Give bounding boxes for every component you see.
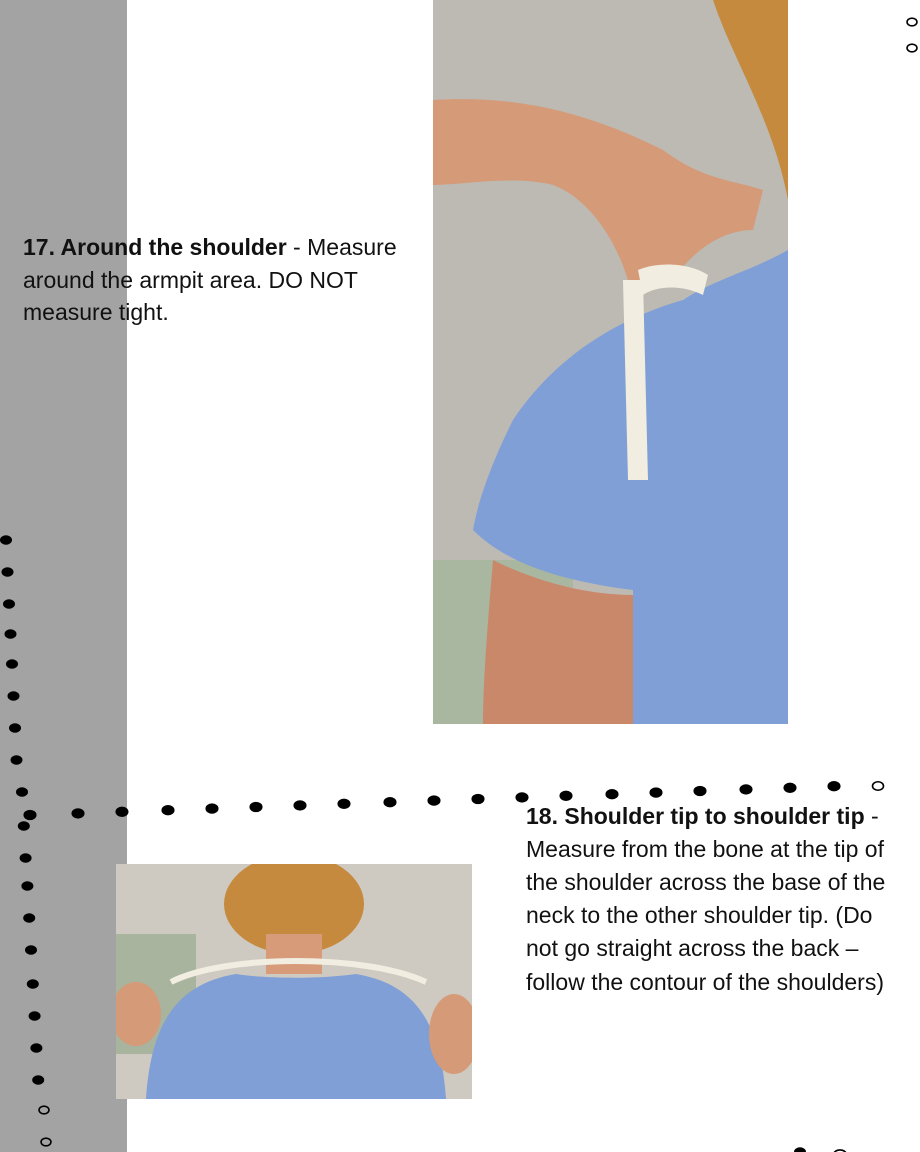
path-dot <box>24 810 36 819</box>
path-dot <box>162 806 174 815</box>
path-dot <box>8 692 19 701</box>
path-dot <box>27 980 38 989</box>
path-dot <box>694 786 706 795</box>
path-dot <box>784 783 796 792</box>
path-dot <box>294 801 306 810</box>
path-dot <box>873 782 884 791</box>
path-dot <box>206 804 218 813</box>
path-dot <box>116 807 128 816</box>
path-dot <box>17 788 28 797</box>
path-dot <box>72 809 84 818</box>
step-18-instructions <box>526 800 906 999</box>
path-dot <box>26 946 37 955</box>
path-dot <box>1 536 12 545</box>
path-dot <box>11 756 22 765</box>
path-dot <box>22 882 33 891</box>
path-dot <box>20 854 31 863</box>
path-dot <box>740 785 752 794</box>
step-17-body: Measure around the armpit area. DO NOT measure tight. <box>23 234 397 326</box>
path-dot <box>907 18 917 26</box>
shoulder-measure-photo <box>433 0 788 724</box>
path-dot <box>24 914 35 923</box>
path-dot <box>7 660 18 669</box>
path-dot <box>2 568 13 577</box>
step-18-body: Measure from the bone at the tip of the shoulder across the base of the neck to the other shoulder tip. (Do not go straight across the back – follow the contour of the shoulders) <box>526 836 886 995</box>
path-dot <box>384 798 396 807</box>
path-dot <box>907 44 917 52</box>
path-dot <box>41 1138 51 1146</box>
path-dot <box>472 794 484 803</box>
path-dot <box>10 724 21 733</box>
step-18-title: 18. Shoulder tip to shoulder tip <box>526 803 865 829</box>
shoulder-tip-photo <box>116 864 472 1099</box>
path-dot <box>33 1076 44 1085</box>
step-17-instructions <box>23 231 423 329</box>
path-dot <box>5 630 16 639</box>
path-dot <box>338 799 350 808</box>
path-dot <box>828 782 840 791</box>
path-dot <box>650 788 662 797</box>
path-dot <box>250 802 262 811</box>
path-dot <box>39 1106 49 1114</box>
path-dot <box>606 790 618 799</box>
path-dot <box>4 600 15 609</box>
path-dot <box>428 796 440 805</box>
path-dot <box>18 822 29 831</box>
step-18-separator: - <box>864 803 879 829</box>
path-dot <box>29 1012 40 1021</box>
path-dot <box>31 1044 42 1053</box>
path-dot <box>795 1148 806 1152</box>
step-17-separator: - <box>286 234 308 260</box>
step-17-title: 17. Around the shoulder <box>23 234 287 260</box>
